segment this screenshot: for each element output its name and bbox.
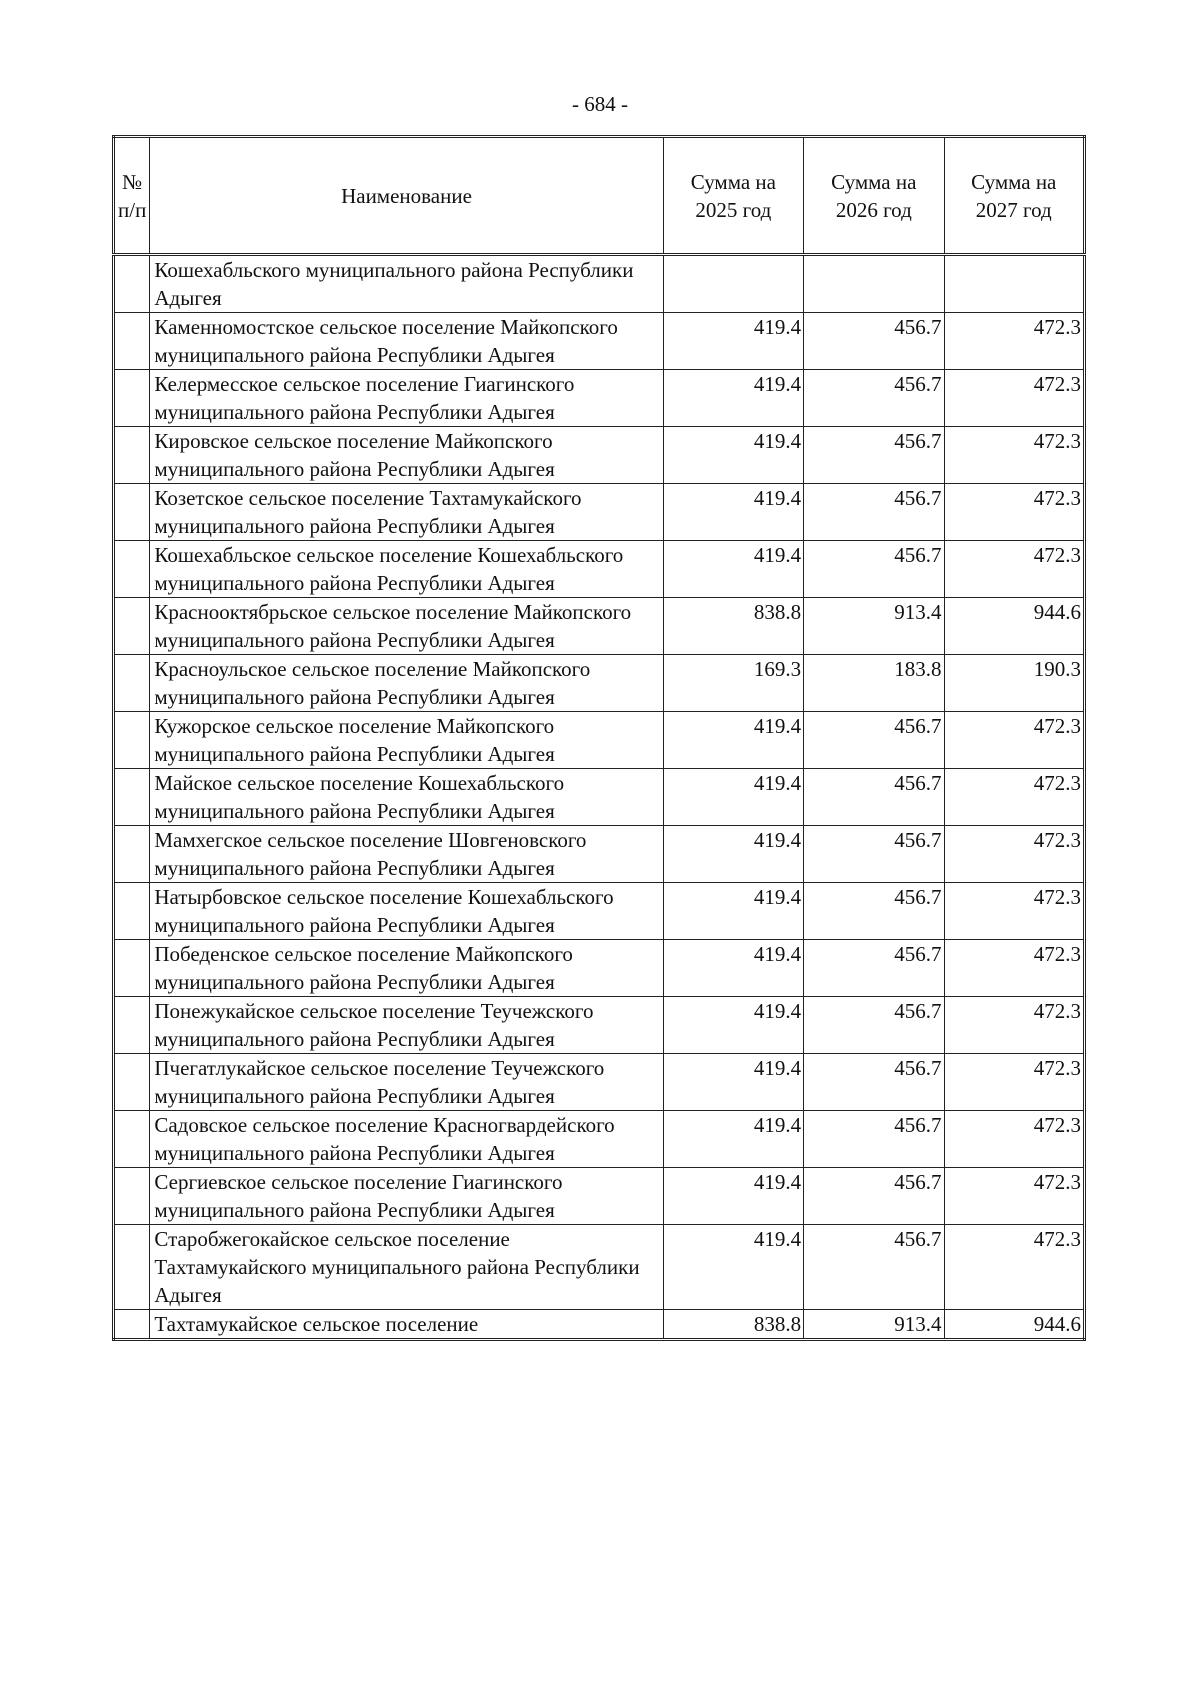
header-sum-2026-line1: Сумма на: [831, 169, 917, 194]
row-sum-2026: 456.7: [804, 1111, 944, 1168]
row-sum-2026: 456.7: [804, 1225, 944, 1310]
row-sum-2027: 472.3: [944, 427, 1084, 484]
row-number: [114, 598, 150, 655]
row-name: Тахтамукайское сельское поселение: [150, 1310, 663, 1340]
row-sum-2027: 472.3: [944, 769, 1084, 826]
row-sum-2025: 419.4: [663, 1168, 803, 1225]
row-sum-2027: [944, 255, 1084, 313]
row-number: [114, 370, 150, 427]
header-sum-2027: [944, 137, 1084, 255]
table-row: [114, 255, 1085, 313]
row-sum-2026: 456.7: [804, 1054, 944, 1111]
header-name: Наименование: [150, 137, 663, 255]
row-sum-2025: 838.8: [663, 598, 803, 655]
table-row: [114, 769, 1085, 826]
row-sum-2025: 419.4: [663, 997, 803, 1054]
row-name: Кошехабльское сельское поселение Кошехабльского муниципального района Республики Адыгея: [150, 541, 663, 598]
row-name: Каменномостское сельское поселение Майкопского муниципального района Республики Адыгея: [150, 313, 663, 370]
row-name: Старобжегокайское сельское поселение Тахтамукайского муниципального района Республики Адыгея: [150, 1225, 663, 1310]
row-name: Пчегатлукайское сельское поселение Теучежского муниципального района Республики Адыгея: [150, 1054, 663, 1111]
row-sum-2026: 456.7: [804, 1168, 944, 1225]
header-sum-2025-line1: Сумма на: [690, 169, 776, 194]
row-sum-2026: 183.8: [804, 655, 944, 712]
row-sum-2027: 472.3: [944, 541, 1084, 598]
row-name: Краснооктябрьское сельское поселение Майкопского муниципального района Республики Адыгея: [150, 598, 663, 655]
header-sum-2027-line2: 2027 год: [975, 197, 1052, 222]
row-number: [114, 655, 150, 712]
table-row: [114, 1310, 1085, 1340]
table-row: [114, 541, 1085, 598]
row-name: Келермесское сельское поселение Гиагинского муниципального района Республики Адыгея: [150, 370, 663, 427]
row-number: [114, 313, 150, 370]
row-name: Понежукайское сельское поселение Теучежского муниципального района Республики Адыгея: [150, 997, 663, 1054]
table-row: [114, 598, 1085, 655]
row-number: [114, 1054, 150, 1111]
row-sum-2027: 472.3: [944, 997, 1084, 1054]
row-number: [114, 484, 150, 541]
table-row: [114, 997, 1085, 1054]
table-row: [114, 1168, 1085, 1225]
header-sum-2027-line1: Сумма на: [971, 169, 1057, 194]
row-sum-2027: 472.3: [944, 1054, 1084, 1111]
header-sum-2025-line2: 2025 год: [695, 197, 772, 222]
table-row: [114, 427, 1085, 484]
row-sum-2025: 419.4: [663, 370, 803, 427]
row-sum-2026: 456.7: [804, 883, 944, 940]
row-number: [114, 769, 150, 826]
row-name: Козетское сельское поселение Тахтамукайского муниципального района Республики Адыгея: [150, 484, 663, 541]
row-sum-2027: 944.6: [944, 1310, 1084, 1340]
row-name: Кировское сельское поселение Майкопского муниципального района Республики Адыгея: [150, 427, 663, 484]
row-name: Красноульское сельское поселение Майкопского муниципального района Республики Адыгея: [150, 655, 663, 712]
funding-table: [112, 135, 1086, 1341]
row-name: Майское сельское поселение Кошехабльского муниципального района Республики Адыгея: [150, 769, 663, 826]
row-sum-2025: 419.4: [663, 427, 803, 484]
table-row: [114, 826, 1085, 883]
row-number: [114, 940, 150, 997]
row-sum-2025: 419.4: [663, 313, 803, 370]
row-sum-2026: 456.7: [804, 484, 944, 541]
row-sum-2027: 472.3: [944, 826, 1084, 883]
row-sum-2025: 169.3: [663, 655, 803, 712]
row-number: [114, 997, 150, 1054]
table-row: [114, 313, 1085, 370]
row-sum-2026: 456.7: [804, 313, 944, 370]
row-sum-2026: [804, 255, 944, 313]
row-name: Победенское сельское поселение Майкопского муниципального района Республики Адыгея: [150, 940, 663, 997]
header-num-line1: №: [122, 169, 143, 194]
row-sum-2025: 419.4: [663, 1054, 803, 1111]
table-row: [114, 1225, 1085, 1310]
row-sum-2026: 913.4: [804, 1310, 944, 1340]
header-row: [114, 137, 1085, 255]
row-number: [114, 883, 150, 940]
row-sum-2027: 472.3: [944, 940, 1084, 997]
table-body: [114, 255, 1085, 1340]
page-number: - 684 -: [572, 92, 628, 116]
table-row: [114, 712, 1085, 769]
row-sum-2025: 419.4: [663, 541, 803, 598]
row-name: Кужорское сельское поселение Майкопского муниципального района Республики Адыгея: [150, 712, 663, 769]
row-number: [114, 826, 150, 883]
header-sum-2026-line2: 2026 год: [835, 197, 912, 222]
row-number: [114, 1111, 150, 1168]
row-sum-2025: 419.4: [663, 826, 803, 883]
table-row: [114, 940, 1085, 997]
row-name: Садовское сельское поселение Красногвардейского муниципального района Республики Адыгея: [150, 1111, 663, 1168]
row-number: [114, 541, 150, 598]
row-sum-2026: 456.7: [804, 940, 944, 997]
table-row: [114, 484, 1085, 541]
row-sum-2027: 472.3: [944, 1111, 1084, 1168]
row-name: Кошехабльского муниципального района Республики Адыгея: [150, 255, 663, 313]
row-sum-2026: 456.7: [804, 541, 944, 598]
header-num-line2: п/п: [118, 197, 147, 222]
row-sum-2027: 944.6: [944, 598, 1084, 655]
row-sum-2025: 838.8: [663, 1310, 803, 1340]
row-number: [114, 1168, 150, 1225]
row-sum-2027: 190.3: [944, 655, 1084, 712]
row-number: [114, 1225, 150, 1310]
row-name: Мамхегское сельское поселение Шовгеновского муниципального района Республики Адыгея: [150, 826, 663, 883]
header-num: [114, 137, 150, 255]
row-sum-2026: 456.7: [804, 769, 944, 826]
row-sum-2026: 456.7: [804, 370, 944, 427]
row-sum-2025: 419.4: [663, 769, 803, 826]
row-sum-2026: 456.7: [804, 826, 944, 883]
row-sum-2025: 419.4: [663, 940, 803, 997]
row-sum-2025: 419.4: [663, 712, 803, 769]
row-number: [114, 1310, 150, 1340]
row-number: [114, 712, 150, 769]
table-row: [114, 883, 1085, 940]
row-sum-2027: 472.3: [944, 712, 1084, 769]
row-sum-2027: 472.3: [944, 883, 1084, 940]
table-row: [114, 1054, 1085, 1111]
row-name: Сергиевское сельское поселение Гиагинского муниципального района Республики Адыгея: [150, 1168, 663, 1225]
header-sum-2025: [663, 137, 803, 255]
row-number: [114, 255, 150, 313]
table-row: [114, 1111, 1085, 1168]
row-sum-2025: 419.4: [663, 1225, 803, 1310]
row-number: [114, 427, 150, 484]
row-sum-2026: 456.7: [804, 997, 944, 1054]
table-row: [114, 370, 1085, 427]
row-sum-2027: 472.3: [944, 1225, 1084, 1310]
row-sum-2027: 472.3: [944, 313, 1084, 370]
row-sum-2026: 913.4: [804, 598, 944, 655]
row-sum-2027: 472.3: [944, 370, 1084, 427]
row-name: Натырбовское сельское поселение Кошехабльского муниципального района Республики Адыгея: [150, 883, 663, 940]
row-sum-2025: 419.4: [663, 1111, 803, 1168]
row-sum-2025: 419.4: [663, 484, 803, 541]
table-row: [114, 655, 1085, 712]
row-sum-2025: [663, 255, 803, 313]
header-sum-2026: [804, 137, 944, 255]
row-sum-2026: 456.7: [804, 712, 944, 769]
row-sum-2025: 419.4: [663, 883, 803, 940]
row-sum-2026: 456.7: [804, 427, 944, 484]
row-sum-2027: 472.3: [944, 484, 1084, 541]
table-header: [114, 137, 1085, 255]
row-sum-2027: 472.3: [944, 1168, 1084, 1225]
